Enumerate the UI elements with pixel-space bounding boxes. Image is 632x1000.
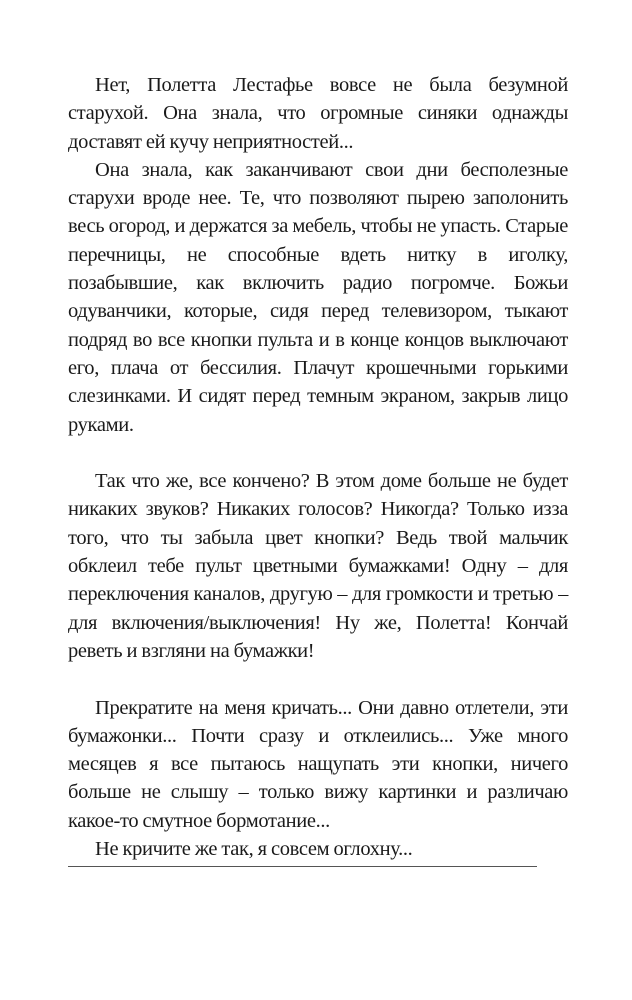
paragraph: Прекратите на меня кричать... Они давно отлетели, эти бумажонки... Почти сразу и отклеились... Уже много месяцев я все пытаюсь нащупать эти кнопки, ничего больше не слышу – только вижу картинки и различаю какое-то смутное бормотание... <box>68 696 568 832</box>
paragraph: Так что же, все кончено? В этом доме больше не будет никаких звуков? Никаких голосов? Никогда? Только изза того, что ты забыла цвет кнопки? Ведь твой мальчик обклеил тебе пульт цветными бумажками! Одну – для переключения каналов, другую – для громкости и третью – для включения/выключения! Ну же, Полетта! Кончай реветь и взгляни на бумажки! <box>68 470 568 662</box>
text-section-3 <box>68 694 568 864</box>
body-text <box>68 71 568 863</box>
footer-divider <box>68 866 537 867</box>
paragraph: Нет, Полетта Лестафье вовсе не была безумной старухой. Она знала, что огромные синяки однажды доставят ей кучу неприятностей... <box>68 74 568 153</box>
text-section-1 <box>68 71 568 439</box>
paragraph: Она знала, как заканчивают свои дни бесполезные старухи вроде нее. Те, что позволяют пырею заполонить весь огород, и держатся за мебель, чтобы не упасть. Старые перечницы, не способные вдеть нитку в иголку, позабывшие, как включить радио погромче. Божьи одуванчики, которые, сидя перед телевизором, тыкают подряд во все кнопки пульта и в конце концов выключают его, плача от бессилия. Плачут крошечными горькими слезинками. И сидят перед темным экраном, закрыв лицо руками. <box>68 158 568 436</box>
text-section-2 <box>68 467 568 665</box>
paragraph: Не кричите же так, я совсем оглохну... <box>95 838 413 861</box>
